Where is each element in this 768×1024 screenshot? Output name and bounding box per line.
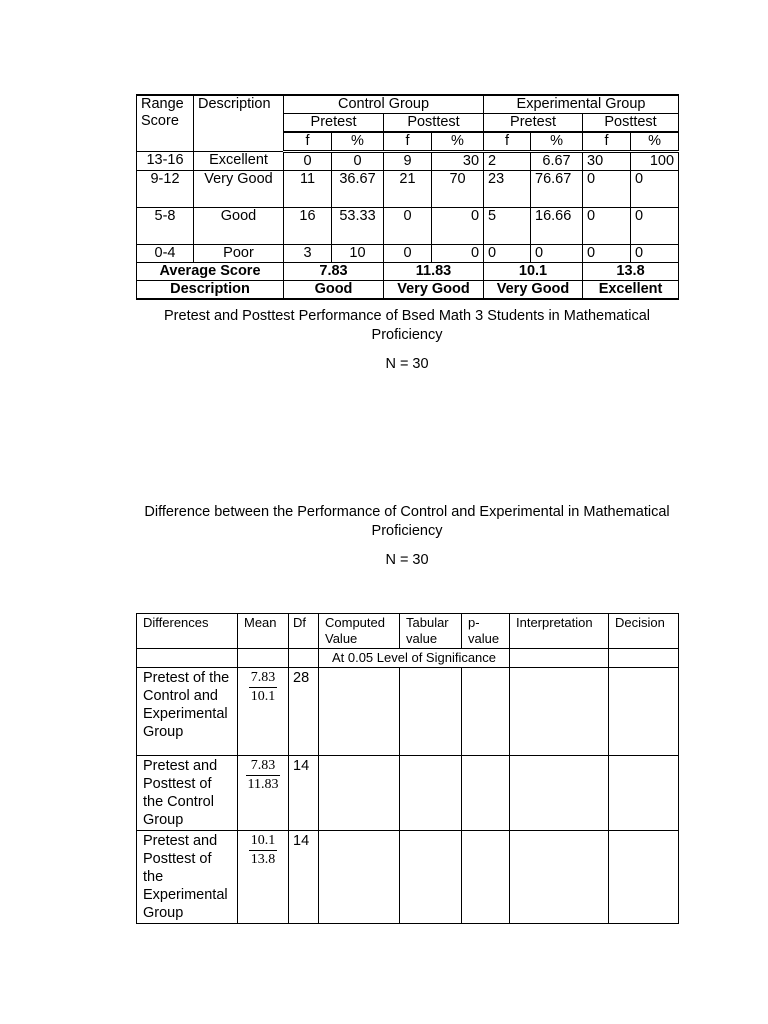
cell-value: 30 <box>432 152 484 171</box>
cell-description: Good <box>194 208 284 245</box>
cell-value: 0 <box>583 171 631 208</box>
cell-value: 9 <box>384 152 432 171</box>
cell-value: 0 <box>332 152 384 171</box>
header-percent: % <box>531 132 583 152</box>
table-row <box>137 208 679 245</box>
header-experimental-posttest: Posttest <box>583 114 679 133</box>
empty-cell <box>609 831 679 924</box>
header-experimental-pretest: Pretest <box>484 114 583 133</box>
fraction-numerator: 10.1 <box>249 833 278 851</box>
fraction-numerator: 7.83 <box>249 670 278 688</box>
cell-value: 10 <box>332 245 384 263</box>
cell-value: 100 <box>631 152 679 171</box>
empty-cell <box>400 668 462 756</box>
cell-value: 3 <box>284 245 332 263</box>
cell-value: 70 <box>432 171 484 208</box>
cell-value: 0 <box>432 245 484 263</box>
cell-value: 23 <box>484 171 531 208</box>
header-f: f <box>284 132 332 152</box>
df-value: 28 <box>289 668 319 756</box>
cell-value: 0 <box>484 245 531 263</box>
empty-cell <box>319 668 400 756</box>
header-percent: % <box>631 132 679 152</box>
cell-value: 0 <box>432 208 484 245</box>
mean-fraction <box>238 831 289 924</box>
cell-description: Poor <box>194 245 284 263</box>
cell-value: 0 <box>531 245 583 263</box>
cell-value: 16 <box>284 208 332 245</box>
description-row <box>137 281 679 300</box>
cell-value: 6.67 <box>531 152 583 171</box>
empty-cell <box>462 831 510 924</box>
fraction <box>249 670 278 705</box>
cell-value: 36.67 <box>332 171 384 208</box>
average-experimental-pretest: 10.1 <box>484 263 583 281</box>
empty-cell <box>238 649 289 668</box>
fraction-denominator: 10.1 <box>250 689 276 704</box>
empty-cell <box>462 756 510 831</box>
cell-range: 5-8 <box>137 208 194 245</box>
header-mean: Mean <box>238 614 289 649</box>
header-interpretation: Interpretation <box>510 614 609 649</box>
mean-fraction <box>238 756 289 831</box>
fraction <box>249 833 278 868</box>
empty-cell <box>319 756 400 831</box>
header-experimental-group: Experimental Group <box>484 95 679 114</box>
header-p-value: p-value <box>462 614 510 649</box>
header-range-score: Range Score <box>137 95 194 152</box>
table1-caption: Pretest and Posttest Performance of Bsed Math 3 Students in Mathematical Proficiency <box>164 308 650 343</box>
header-f: f <box>583 132 631 152</box>
significance-row <box>137 649 679 668</box>
empty-cell <box>400 756 462 831</box>
table-row <box>137 152 679 171</box>
row-label: Pretest of the Control and Experimental Group <box>137 668 238 756</box>
cell-value: 53.33 <box>332 208 384 245</box>
table2-header-row <box>137 614 679 649</box>
row-label: Pretest and Posttest of the Experimental Group <box>137 831 238 924</box>
difference-table <box>136 613 679 924</box>
cell-value: 0 <box>631 245 679 263</box>
average-score-row <box>137 263 679 281</box>
average-control-pretest: 7.83 <box>284 263 384 281</box>
table-row <box>137 831 679 924</box>
cell-range: 0-4 <box>137 245 194 263</box>
empty-cell <box>609 649 679 668</box>
cell-range: 13-16 <box>137 152 194 171</box>
performance-table <box>136 94 679 300</box>
description-control-posttest: Very Good <box>384 281 484 300</box>
empty-cell <box>289 649 319 668</box>
cell-value: 0 <box>631 171 679 208</box>
average-experimental-posttest: 13.8 <box>583 263 679 281</box>
empty-cell <box>510 649 609 668</box>
cell-value: 2 <box>484 152 531 171</box>
table1-n: N = 30 <box>385 356 429 372</box>
table-row <box>137 668 679 756</box>
table2-caption: Difference between the Performance of Control and Experimental in Mathematical Proficiency <box>144 504 670 539</box>
row-label: Pretest and Posttest of the Control Group <box>137 756 238 831</box>
empty-cell <box>510 668 609 756</box>
header-differences: Differences <box>137 614 238 649</box>
df-value: 14 <box>289 756 319 831</box>
fraction-numerator: 7.83 <box>246 758 281 776</box>
mean-fraction <box>238 668 289 756</box>
header-computed-value: Computed Value <box>319 614 400 649</box>
fraction-denominator: 13.8 <box>250 852 276 867</box>
cell-value: 0 <box>384 245 432 263</box>
cell-value: 0 <box>583 245 631 263</box>
empty-cell <box>510 831 609 924</box>
average-score-label: Average Score <box>137 263 284 281</box>
average-control-posttest: 11.83 <box>384 263 484 281</box>
cell-value: 30 <box>583 152 631 171</box>
header-control-posttest: Posttest <box>384 114 484 133</box>
header-f: f <box>484 132 531 152</box>
empty-cell <box>400 831 462 924</box>
header-control-group: Control Group <box>284 95 484 114</box>
header-description: Description <box>194 95 284 152</box>
header-percent: % <box>432 132 484 152</box>
cell-description: Excellent <box>194 152 284 171</box>
empty-cell <box>137 649 238 668</box>
cell-value: 5 <box>484 208 531 245</box>
header-percent: % <box>332 132 384 152</box>
cell-value: 0 <box>583 208 631 245</box>
empty-cell <box>609 668 679 756</box>
cell-value: 0 <box>631 208 679 245</box>
cell-description: Very Good <box>194 171 284 208</box>
description-experimental-pretest: Very Good <box>484 281 583 300</box>
table-row <box>137 245 679 263</box>
significance-level: At 0.05 Level of Significance <box>319 649 510 668</box>
table-row <box>137 171 679 208</box>
empty-cell <box>319 831 400 924</box>
cell-value: 16.66 <box>531 208 583 245</box>
description-label: Description <box>137 281 284 300</box>
header-df: Df <box>289 614 319 649</box>
header-control-pretest: Pretest <box>284 114 384 133</box>
header-tabular-value: Tabular value <box>400 614 462 649</box>
cell-value: 11 <box>284 171 332 208</box>
description-experimental-posttest: Excellent <box>583 281 679 300</box>
header-decision: Decision <box>609 614 679 649</box>
table-row <box>137 756 679 831</box>
cell-value: 76.67 <box>531 171 583 208</box>
header-f: f <box>384 132 432 152</box>
df-value: 14 <box>289 831 319 924</box>
table2-n: N = 30 <box>385 552 429 568</box>
table1-header-row-1 <box>137 95 679 114</box>
cell-value: 0 <box>284 152 332 171</box>
empty-cell <box>462 668 510 756</box>
description-control-pretest: Good <box>284 281 384 300</box>
cell-value: 0 <box>384 208 432 245</box>
fraction <box>246 758 281 793</box>
empty-cell <box>609 756 679 831</box>
empty-cell <box>510 756 609 831</box>
cell-range: 9-12 <box>137 171 194 208</box>
cell-value: 21 <box>384 171 432 208</box>
fraction-denominator: 11.83 <box>247 777 279 792</box>
